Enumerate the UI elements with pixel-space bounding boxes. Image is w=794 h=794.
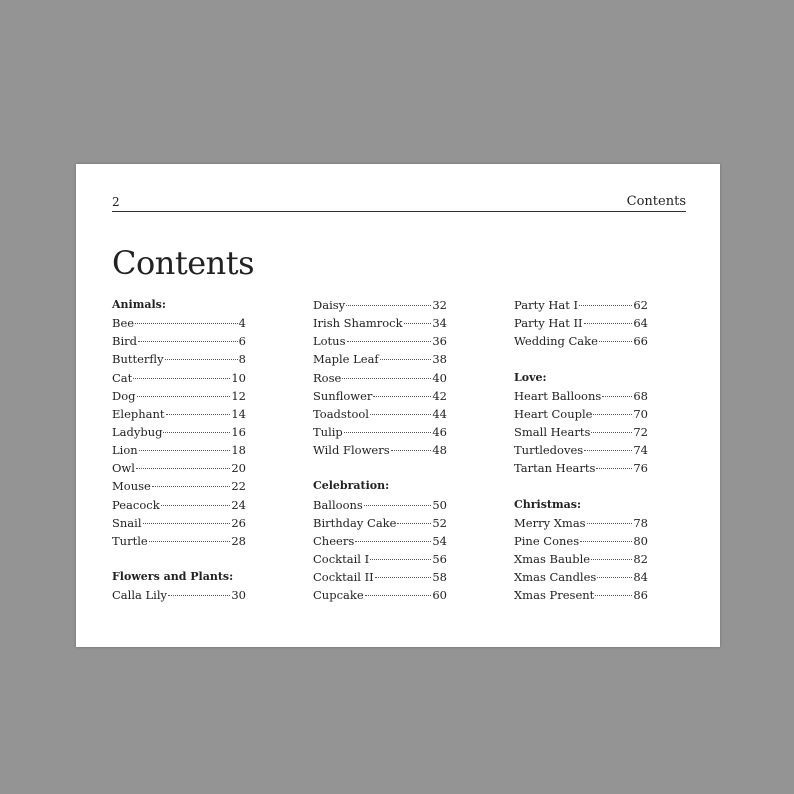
section-heading: Flowers and Plants:: [112, 570, 234, 584]
dot-leader: [591, 559, 632, 560]
toc-entry: [112, 443, 246, 461]
toc-column-2: [313, 298, 447, 606]
dot-leader: [602, 396, 632, 397]
entry-page-number: 28: [231, 533, 246, 548]
entry-label: Party Hat I: [514, 298, 579, 312]
running-header: [112, 194, 686, 212]
toc-entry: [112, 334, 246, 352]
toc-entry: [313, 389, 447, 407]
entry-page-number: 74: [633, 443, 648, 458]
entry-page-number: 70: [633, 406, 648, 421]
dot-leader: [587, 523, 633, 524]
dot-leader: [391, 450, 432, 451]
entry-page-number: 58: [432, 570, 447, 585]
dot-leader: [404, 323, 432, 324]
section-heading: Animals:: [112, 298, 166, 311]
running-title: Contents: [626, 194, 686, 209]
toc-entry: [313, 552, 447, 570]
entry-page-number: 82: [633, 551, 648, 566]
dot-leader: [596, 468, 632, 469]
dot-leader: [143, 523, 231, 524]
entry-page-number: 16: [231, 424, 246, 439]
entry-label: Birthday Cake: [313, 515, 397, 530]
entry-label: Wedding Cake: [514, 334, 598, 349]
entry-page-number: 10: [231, 370, 246, 385]
entry-label: Ladybug: [112, 424, 163, 439]
entry-page-number: 50: [432, 497, 447, 512]
entry-page-number: 60: [432, 588, 447, 603]
entry-label: Lotus: [313, 334, 346, 349]
dot-leader: [149, 541, 231, 542]
entry-page-number: 14: [231, 406, 246, 421]
toc-entry: [313, 316, 447, 334]
dot-leader: [346, 305, 431, 306]
toc-entry: [112, 534, 246, 552]
dot-leader: [397, 523, 431, 524]
entry-label: Cat: [112, 370, 133, 385]
toc-entry: [514, 407, 648, 425]
toc-entry: [313, 570, 447, 588]
entry-page-number: 64: [633, 316, 648, 331]
spacer: [112, 552, 246, 570]
toc-entry: [313, 516, 447, 534]
entry-page-number: 46: [432, 424, 447, 439]
entry-page-number: 38: [432, 352, 447, 367]
toc-entry: [514, 516, 648, 534]
entry-label: Tulip: [313, 424, 343, 439]
toc-entry: [313, 534, 447, 552]
entry-page-number: 78: [633, 515, 648, 530]
entry-page-number: 20: [231, 461, 246, 476]
entry-label: Heart Balloons: [514, 388, 602, 403]
toc-entry: [514, 425, 648, 443]
entry-label: Small Hearts: [514, 424, 591, 439]
dot-leader: [375, 577, 432, 578]
dot-leader: [347, 341, 432, 342]
dot-leader: [597, 577, 632, 578]
page-number: 2: [112, 195, 120, 209]
toc-entry: [112, 389, 246, 407]
entry-page-number: 42: [432, 388, 447, 403]
entry-label: Turtledoves: [514, 443, 584, 458]
entry-label: Sunflower: [313, 388, 373, 403]
entry-label: Dog: [112, 388, 136, 403]
toc-entry: [112, 516, 246, 534]
entry-page-number: 72: [633, 424, 648, 439]
entry-label: Heart Couple: [514, 406, 593, 421]
entry-label: Cocktail II: [313, 570, 374, 585]
toc-entry: [112, 498, 246, 516]
entry-label: Bird: [112, 334, 137, 349]
dot-leader: [135, 323, 238, 324]
dot-leader: [138, 341, 238, 342]
dot-leader: [593, 414, 632, 415]
entry-label: Xmas Bauble: [514, 551, 591, 566]
dot-leader: [168, 595, 230, 596]
entry-label: Pine Cones: [514, 533, 580, 548]
entry-page-number: 52: [432, 515, 447, 530]
entry-page-number: 80: [633, 533, 648, 548]
toc-entry: [313, 425, 447, 443]
section-heading: Celebration:: [313, 479, 390, 493]
spacer: [514, 479, 648, 497]
dot-leader: [152, 486, 231, 487]
toc-entry: [514, 588, 648, 606]
entry-label: Cocktail I: [313, 551, 370, 566]
entry-label: Toadstool: [313, 406, 369, 421]
entry-label: Turtle: [112, 533, 148, 548]
entry-page-number: 66: [633, 334, 648, 349]
dot-leader: [136, 468, 230, 469]
section-heading: Love:: [514, 370, 547, 384]
toc-entry: [313, 443, 447, 461]
toc-entry: [112, 316, 246, 334]
toc-entry: [313, 334, 447, 352]
entry-label: Calla Lily: [112, 588, 168, 603]
entry-label: Xmas Candles: [514, 570, 597, 585]
dot-leader: [137, 396, 231, 397]
page-title: Contents: [112, 244, 255, 282]
entry-label: Bee: [112, 316, 135, 331]
entry-page-number: 48: [432, 443, 447, 458]
entry-label: Party Hat II: [514, 316, 583, 331]
toc-entry: [514, 552, 648, 570]
dot-leader: [584, 323, 633, 324]
entry-page-number: 86: [633, 588, 648, 603]
entry-page-number: 44: [432, 406, 447, 421]
entry-page-number: 76: [633, 461, 648, 476]
dot-leader: [165, 359, 238, 360]
spacer: [514, 352, 648, 370]
toc-entry: [313, 298, 447, 316]
dot-leader: [373, 396, 431, 397]
toc-entry: [514, 461, 648, 479]
entry-page-number: 18: [231, 443, 246, 458]
entry-label: Cheers: [313, 533, 355, 548]
entry-label: Lion: [112, 443, 138, 458]
toc-entry: [112, 352, 246, 370]
entry-page-number: 32: [432, 298, 447, 312]
dot-leader: [584, 450, 632, 451]
entry-label: Wild Flowers: [313, 443, 390, 458]
entry-page-number: 54: [432, 533, 447, 548]
section-heading: Christmas:: [514, 497, 582, 511]
toc-entry: [112, 425, 246, 443]
toc-column-3: [514, 298, 648, 606]
toc-entry: [112, 479, 246, 497]
entry-page-number: 40: [432, 370, 447, 385]
entry-page-number: 34: [432, 316, 447, 331]
entry-page-number: 6: [238, 334, 246, 349]
dot-leader: [133, 378, 230, 379]
dot-leader: [365, 595, 432, 596]
spacer: [313, 461, 447, 479]
entry-label: Mouse: [112, 479, 151, 494]
entry-page-number: 22: [231, 479, 246, 494]
entry-label: Butterfly: [112, 352, 164, 367]
toc-entry: [313, 352, 447, 370]
dot-leader: [355, 541, 431, 542]
dot-leader: [370, 559, 431, 560]
entry-page-number: 4: [238, 316, 246, 331]
toc-entry: [112, 461, 246, 479]
dot-leader: [161, 505, 231, 506]
entry-label: Snail: [112, 515, 142, 530]
entry-label: Merry Xmas: [514, 515, 586, 530]
dot-leader: [599, 341, 632, 342]
entry-label: Peacock: [112, 497, 160, 512]
entry-page-number: 56: [432, 551, 447, 566]
entry-page-number: 12: [231, 388, 246, 403]
toc-entry: [313, 407, 447, 425]
toc-entry: [514, 534, 648, 552]
toc-entry: [313, 588, 447, 606]
dot-leader: [344, 432, 432, 433]
document-page: [76, 164, 720, 647]
toc-entry: [112, 371, 246, 389]
dot-leader: [591, 432, 632, 433]
toc-entry: [112, 588, 246, 606]
toc-entry: [112, 407, 246, 425]
dot-leader: [595, 595, 632, 596]
toc-entry: [514, 570, 648, 588]
entry-page-number: 62: [633, 298, 648, 312]
entry-page-number: 26: [231, 515, 246, 530]
entry-label: Cupcake: [313, 588, 364, 603]
entry-label: Elephant: [112, 406, 165, 421]
toc-entry: [313, 498, 447, 516]
entry-page-number: 84: [633, 570, 648, 585]
entry-label: Irish Shamrock: [313, 316, 403, 331]
dot-leader: [370, 414, 431, 415]
dot-leader: [342, 378, 431, 379]
dot-leader: [166, 414, 231, 415]
entry-label: Owl: [112, 461, 135, 476]
toc-column-1: [112, 298, 246, 606]
toc-entry: [514, 298, 648, 316]
entry-label: Balloons: [313, 497, 363, 512]
entry-page-number: 24: [231, 497, 246, 512]
entry-label: Rose: [313, 370, 342, 385]
entry-label: Maple Leaf: [313, 352, 379, 367]
entry-page-number: 68: [633, 388, 648, 403]
entry-label: Daisy: [313, 298, 346, 312]
dot-leader: [579, 305, 632, 306]
toc-entry: [514, 389, 648, 407]
dot-leader: [580, 541, 632, 542]
toc-entry: [514, 316, 648, 334]
dot-leader: [163, 432, 230, 433]
toc-entry: [514, 443, 648, 461]
entry-label: Xmas Present: [514, 588, 595, 603]
dot-leader: [139, 450, 231, 451]
entry-label: Tartan Hearts: [514, 461, 596, 476]
toc-entry: [313, 371, 447, 389]
dot-leader: [364, 505, 432, 506]
entry-page-number: 30: [231, 588, 246, 603]
toc-entry: [514, 334, 648, 352]
entry-page-number: 8: [238, 352, 246, 367]
dot-leader: [380, 359, 432, 360]
entry-page-number: 36: [432, 334, 447, 349]
